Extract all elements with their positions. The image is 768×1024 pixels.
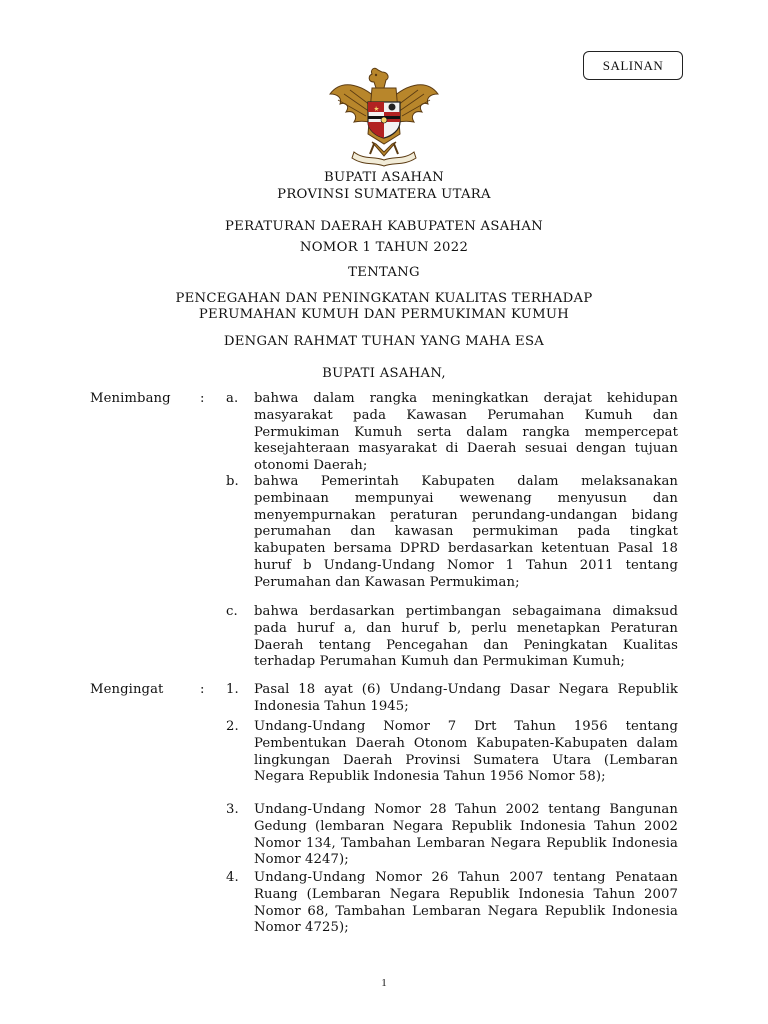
mengingat-marker-4: 4. [226,870,239,885]
menimbang-marker-c: c. [226,604,238,619]
tentang-heading: TENTANG [348,265,420,280]
mengingat-marker-1: 1. [226,682,239,697]
menimbang-marker-b: b. [226,474,239,489]
mengingat-item-3: Undang-Undang Nomor 28 Tahun 2002 tentang Bangunan Gedung (lembaran Negara Republik Indonesia Tahun 2002 Nomor 134, Tambahan Lembaran Negara Republik Indonesia Nomor 4247); [254,802,678,868]
salinan-stamp: SALINAN [583,51,683,80]
garuda-pancasila-emblem [324,64,444,168]
page-number: 1 [381,977,387,989]
subject-line-2: PERUMAHAN KUMUH DAN PERMUKIMAN KUMUH [198,307,570,322]
menimbang-label: Menimbang [90,391,171,406]
menimbang-item-b: bahwa Pemerintah Kabupaten dalam melaksanakan pembinaan mempunyai wewenang menyusun dan menyempurnakan peraturan perundang-undangan bidang perumahan dan kawasan permukiman pada tingkat kabupaten bersama DPRD berdasarkan ketentuan Pasal 18 huruf b Undang-Undang Nomor 1 Tahun 2011 tentang Perumahan dan Kawasan Permukiman; [254,474,678,590]
mengingat-marker-3: 3. [226,802,239,817]
menimbang-colon: : [200,391,205,406]
bupati-salutation: BUPATI ASAHAN, [322,366,446,381]
rahmat-line: DENGAN RAHMAT TUHAN YANG MAHA ESA [223,334,545,349]
mengingat-marker-2: 2. [226,719,239,734]
mengingat-item-2: Undang-Undang Nomor 7 Drt Tahun 1956 tentang Pembentukan Daerah Otonom Kabupaten-Kabupaten dalam lingkungan Daerah Provinsi Sumatera Utara (Lembaran Negara Republik Indonesia Tahun 1956 Nomor 58); [254,719,678,785]
regulation-number: NOMOR 1 TAHUN 2022 [299,240,469,255]
mengingat-colon: : [200,682,205,697]
mengingat-label: Mengingat [90,682,164,697]
menimbang-marker-a: a. [226,391,239,406]
mengingat-item-1: Pasal 18 ayat (6) Undang-Undang Dasar Negara Republik Indonesia Tahun 1945; [254,682,678,714]
menimbang-item-a: bahwa dalam rangka meningkatkan derajat kehidupan masyarakat pada Kawasan Perumahan Kumuh dan Permukiman Kumuh serta dalam rangka mempercepat kesejahteraan masyarakat di Daerah sesuai dengan tujuan otonomi Daerah; [254,391,678,474]
subject-line-1: PENCEGAHAN DAN PENINGKATAN KUALITAS TERHADAP [175,291,593,306]
regulation-title: PERATURAN DAERAH KABUPATEN ASAHAN [225,219,543,234]
province-heading: PROVINSI SUMATERA UTARA [277,187,491,202]
bupati-heading: BUPATI ASAHAN [323,170,444,185]
menimbang-item-c: bahwa berdasarkan pertimbangan sebagaimana dimaksud pada huruf a, dan huruf b, perlu menetapkan Peraturan Daerah tentang Pencegahan dan Peningkatan Kualitas terhadap Perumahan Kumuh dan Permukiman Kumuh; [254,604,678,670]
mengingat-item-4: Undang-Undang Nomor 26 Tahun 2007 tentang Penataan Ruang (Lembaran Negara Republik Indonesia Tahun 2007 Nomor 68, Tambahan Lembaran Negara Republik Indonesia Nomor 4725); [254,870,678,936]
